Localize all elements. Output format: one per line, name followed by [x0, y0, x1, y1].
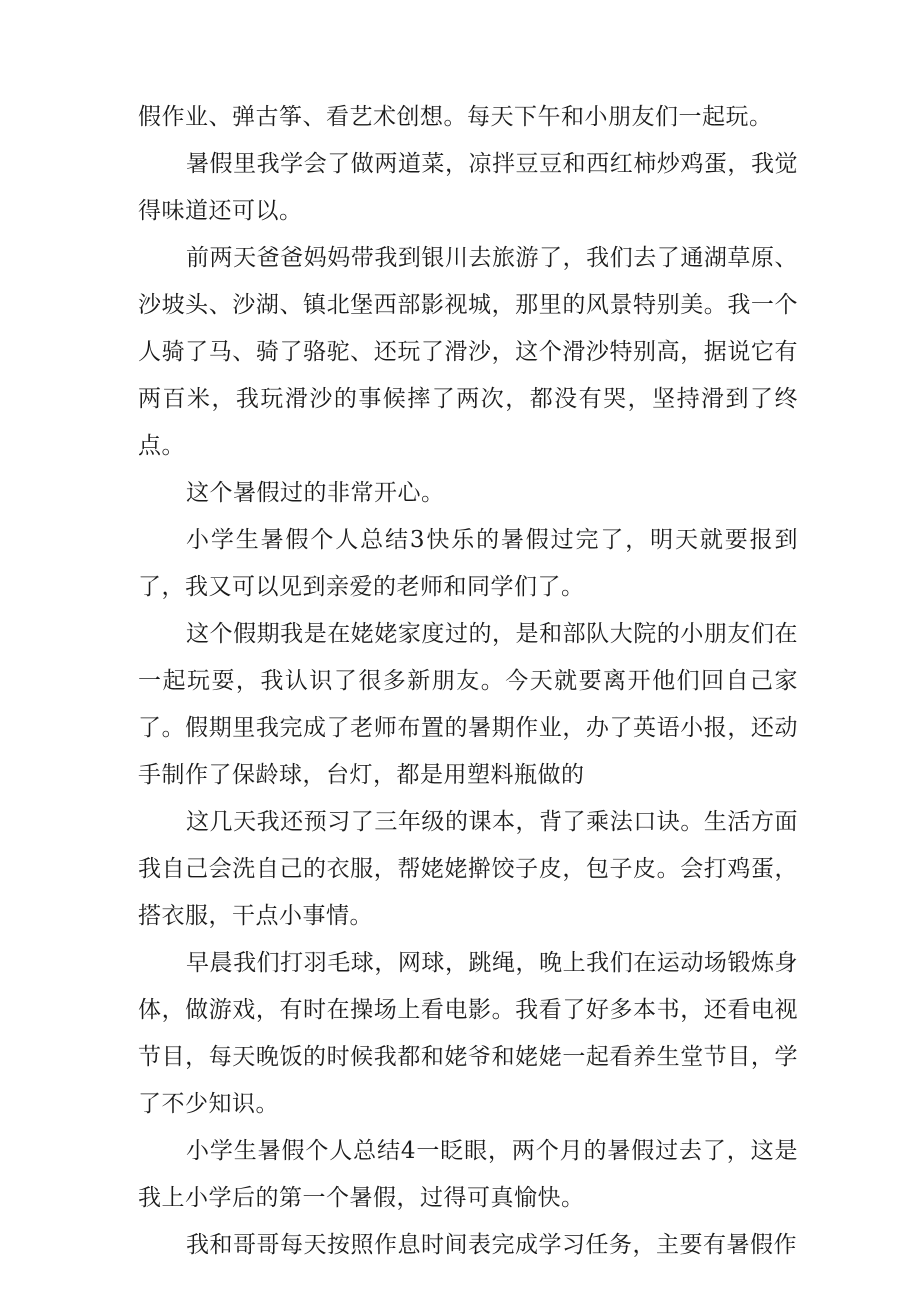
- paragraph: 这个假期我是在姥姥家度过的，是和部队大院的小朋友们在一起玩耍，我认识了很多新朋友。今天就要离开他们回自己家了。假期里我完成了老师布置的暑期作业，办了英语小报，还动手制作了保龄球，台灯，都是用塑料瓶做的: [138, 621, 798, 788]
- paragraph: 我和哥哥每天按照作息时间表完成学习任务，主要有暑假作: [186, 1232, 797, 1258]
- paragraph: 这个暑假过的非常开心。: [186, 480, 445, 506]
- document-body: [138, 94, 798, 1269]
- paragraph: 小学生暑假个人总结4一眨眼，两个月的暑假过去了，这是我上小学后的第一个暑假，过得可真愉快。: [138, 1138, 798, 1211]
- paragraph: 小学生暑假个人总结3快乐的暑假过完了，明天就要报到了，我又可以见到亲爱的老师和同学们了。: [138, 527, 798, 600]
- paragraph: 这几天我还预习了三年级的课本，背了乘法口诀。生活方面我自己会洗自己的衣服，帮姥姥擀饺子皮，包子皮。会打鸡蛋，搭衣服，干点小事情。: [138, 809, 798, 929]
- paragraph: 前两天爸爸妈妈带我到银川去旅游了，我们去了通湖草原、沙坡头、沙湖、镇北堡西部影视城，那里的风景特别美。我一个人骑了马、骑了骆驼、还玩了滑沙，这个滑沙特别高，据说它有两百米，我玩滑沙的事候摔了两次，都没有哭，坚持滑到了终点。: [138, 245, 798, 459]
- paragraph: 假作业、弹古筝、看艺术创想。每天下午和小朋友们一起玩。: [138, 104, 773, 130]
- paragraph: 暑假里我学会了做两道菜，凉拌豆豆和西红柿炒鸡蛋，我觉得味道还可以。: [138, 151, 798, 224]
- paragraph: 早晨我们打羽毛球，网球，跳绳，晚上我们在运动场锻炼身体，做游戏，有时在操场上看电影。我看了好多本书，还看电视节目，每天晚饭的时候我都和姥爷和姥姥一起看养生堂节目，学了不少知识。: [138, 950, 798, 1117]
